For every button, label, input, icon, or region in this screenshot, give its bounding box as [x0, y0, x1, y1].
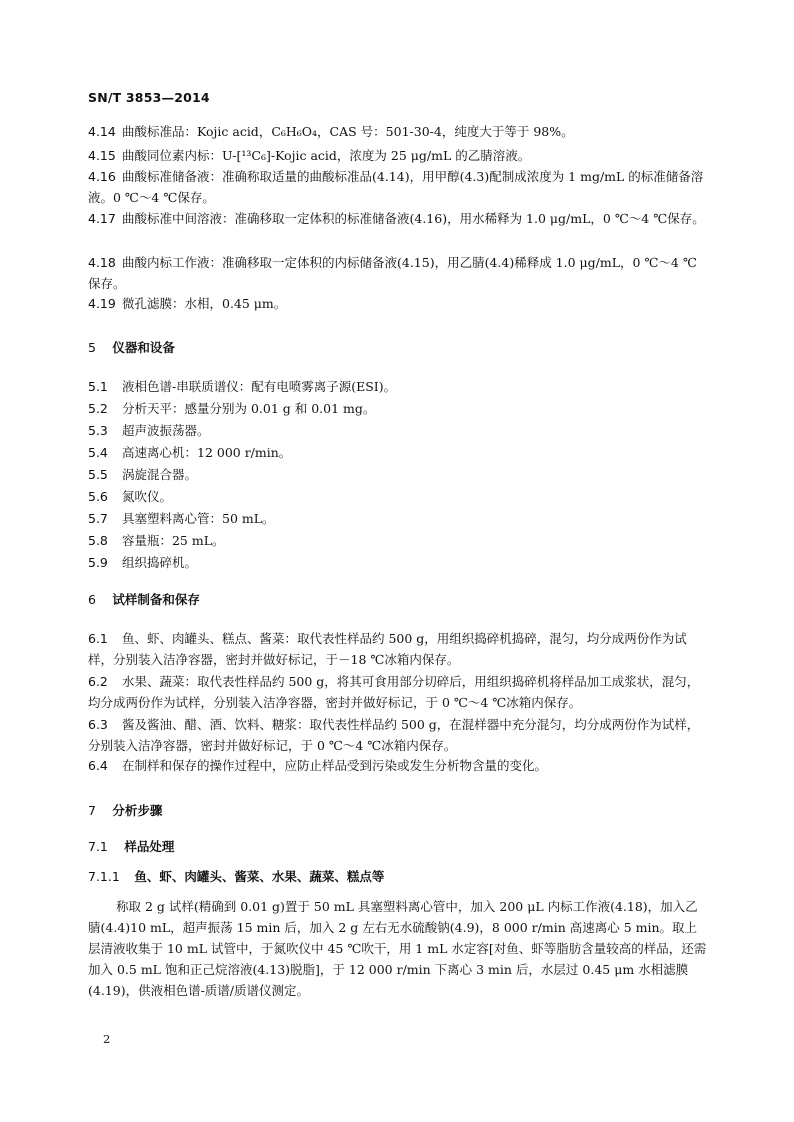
item-number: 5.5 [88, 467, 108, 482]
item-text: 氮吹仪。 [121, 489, 172, 504]
item-number: 6.1 [88, 631, 108, 646]
list-item [88, 464, 708, 485]
subsection-number: 7.1 [88, 839, 108, 854]
item-number: 4.17 [88, 211, 116, 226]
item-text: 曲酸标准中间溶液：准确移取一定体积的标准储备液(4.16)，用水稀释为 1.0 μg/mL，0 ℃～4 ℃保存。 [121, 211, 705, 226]
list-item [88, 442, 708, 463]
item-number: 5.8 [88, 533, 108, 548]
list-item [88, 121, 708, 142]
list-item [88, 208, 708, 229]
section-title: 试样制备和保存 [112, 592, 200, 607]
subsubsection-title: 鱼、虾、肉罐头、酱菜、水果、蔬菜、糕点等 [134, 869, 385, 884]
standard-code: SN/T 3853—2014 [88, 90, 210, 105]
item-number: 5.4 [88, 445, 108, 460]
item-number: 5.6 [88, 489, 108, 504]
item-text: 组织捣碎机。 [121, 555, 197, 570]
item-text: 曲酸标准储备液：准确称取适量的曲酸标准品(4.14)，用甲醇(4.3)配制成浓度为 1 mg/mL 的标准储备溶液。0 ℃～4 ℃保存。 [88, 169, 704, 205]
item-text: 容量瓶：25 mL。 [121, 533, 225, 548]
item-number: 5.1 [88, 379, 108, 394]
item-text: 在制样和保存的操作过程中，应防止样品受到污染或发生分析物含量的变化。 [121, 758, 547, 773]
item-number: 4.19 [88, 296, 116, 311]
item-text: 高速离心机：12 000 r/min。 [121, 445, 292, 460]
item-text: 曲酸标准品：Kojic acid，C₆H₆O₄，CAS 号：501-30-4，纯度大于等于 98%。 [121, 124, 574, 139]
list-item [88, 671, 708, 713]
item-text: 酱及酱油、醋、酒、饮料、糖浆：取代表性样品约 500 g，在混样器中充分混匀，均分成两份作为试样，分别装入洁净容器，密封并做好标记，于 0 ℃～4 ℃冰箱内保存。 [88, 717, 700, 753]
subsection-heading [88, 837, 174, 855]
subsection-title: 样品处理 [124, 839, 175, 854]
item-number: 4.14 [88, 124, 116, 139]
section-number: 5 [88, 340, 96, 355]
list-item [88, 398, 708, 419]
item-number: 6.2 [88, 674, 108, 689]
item-number: 5.3 [88, 423, 108, 438]
item-text: 微孔滤膜：水相，0.45 μm。 [121, 296, 287, 311]
item-number: 5.2 [88, 401, 108, 416]
item-text: 曲酸内标工作液：准确移取一定体积的内标储备液(4.15)，用乙腈(4.4)稀释成 1.0 μg/mL，0 ℃～4 ℃保存。 [88, 255, 697, 291]
item-number: 4.15 [88, 148, 116, 163]
item-text: 具塞塑料离心管：50 mL。 [121, 511, 275, 526]
list-item [88, 486, 708, 507]
item-text: 超声波振荡器。 [121, 423, 210, 438]
section-title: 分析步骤 [112, 803, 163, 818]
item-number: 6.4 [88, 758, 108, 773]
list-item [88, 293, 708, 314]
list-item [88, 628, 708, 670]
item-number: 5.9 [88, 555, 108, 570]
list-item [88, 420, 708, 441]
list-item [88, 530, 708, 551]
item-number: 4.16 [88, 169, 116, 184]
list-item [88, 755, 708, 776]
list-item [88, 714, 708, 756]
page-number: 2 [103, 1032, 111, 1046]
item-text: 液相色谱-串联质谱仪：配有电喷雾离子源(ESI)。 [121, 379, 397, 394]
section-heading [88, 338, 175, 356]
subsubsection-heading [88, 867, 384, 885]
body-paragraph: 称取 2 g 试样(精确到 0.01 g)置于 50 mL 具塞塑料离心管中，加入 200 μL 内标工作液(4.18)，加入乙腈(4.4)10 mL，超声振荡 15 min 后，加入 2 g 左右无水硫酸钠(4.9)，8 000 r/min 高速离心 5 min。取上层清液收集于 10 mL 试管中，于氮吹仪中 45 ℃吹干，用 1 mL 水定容[对鱼、虾等脂肪含量较高的样品，还需加入 0.5 mL 饱和正己烷溶液(4.13)脱脂]，于 12 000 r/min 下离心 3 min 后，水层过 0.45 μm 水相滤膜(4.19)，供液相色谱-质谱/质谱仪测定。 [88, 899, 707, 998]
item-text: 水果、蔬菜：取代表性样品约 500 g，将其可食用部分切碎后，用组织捣碎机将样品加工成浆状，混匀，均分成两份作为试样，分别装入洁净容器，密封并做好标记，于 0 ℃～4 ℃冰箱内保存。 [88, 674, 700, 710]
item-number: 4.18 [88, 255, 116, 270]
list-item [88, 508, 708, 529]
subsubsection-number: 7.1.1 [88, 869, 120, 884]
list-item [88, 376, 708, 397]
item-text: 分析天平：感量分别为 0.01 g 和 0.01 mg。 [121, 401, 376, 416]
list-item [88, 252, 708, 294]
item-number: 6.3 [88, 717, 108, 732]
item-number: 5.7 [88, 511, 108, 526]
section-heading [88, 590, 200, 608]
list-item [88, 552, 708, 573]
list-item [88, 145, 708, 166]
item-text: 曲酸同位素内标：U-[¹³C₆]-Kojic acid，浓度为 25 μg/mL 的乙腈溶液。 [121, 148, 531, 163]
list-item [88, 166, 708, 208]
item-text: 鱼、虾、肉罐头、糕点、酱菜：取代表性样品约 500 g，用组织捣碎机捣碎，混匀，均分成两份作为试样，分别装入洁净容器，密封并做好标记，于－18 ℃冰箱内保存。 [88, 631, 687, 667]
section-heading [88, 801, 162, 819]
section-number: 7 [88, 803, 96, 818]
section-number: 6 [88, 592, 96, 607]
section-title: 仪器和设备 [112, 340, 175, 355]
item-text: 涡旋混合器。 [121, 467, 197, 482]
